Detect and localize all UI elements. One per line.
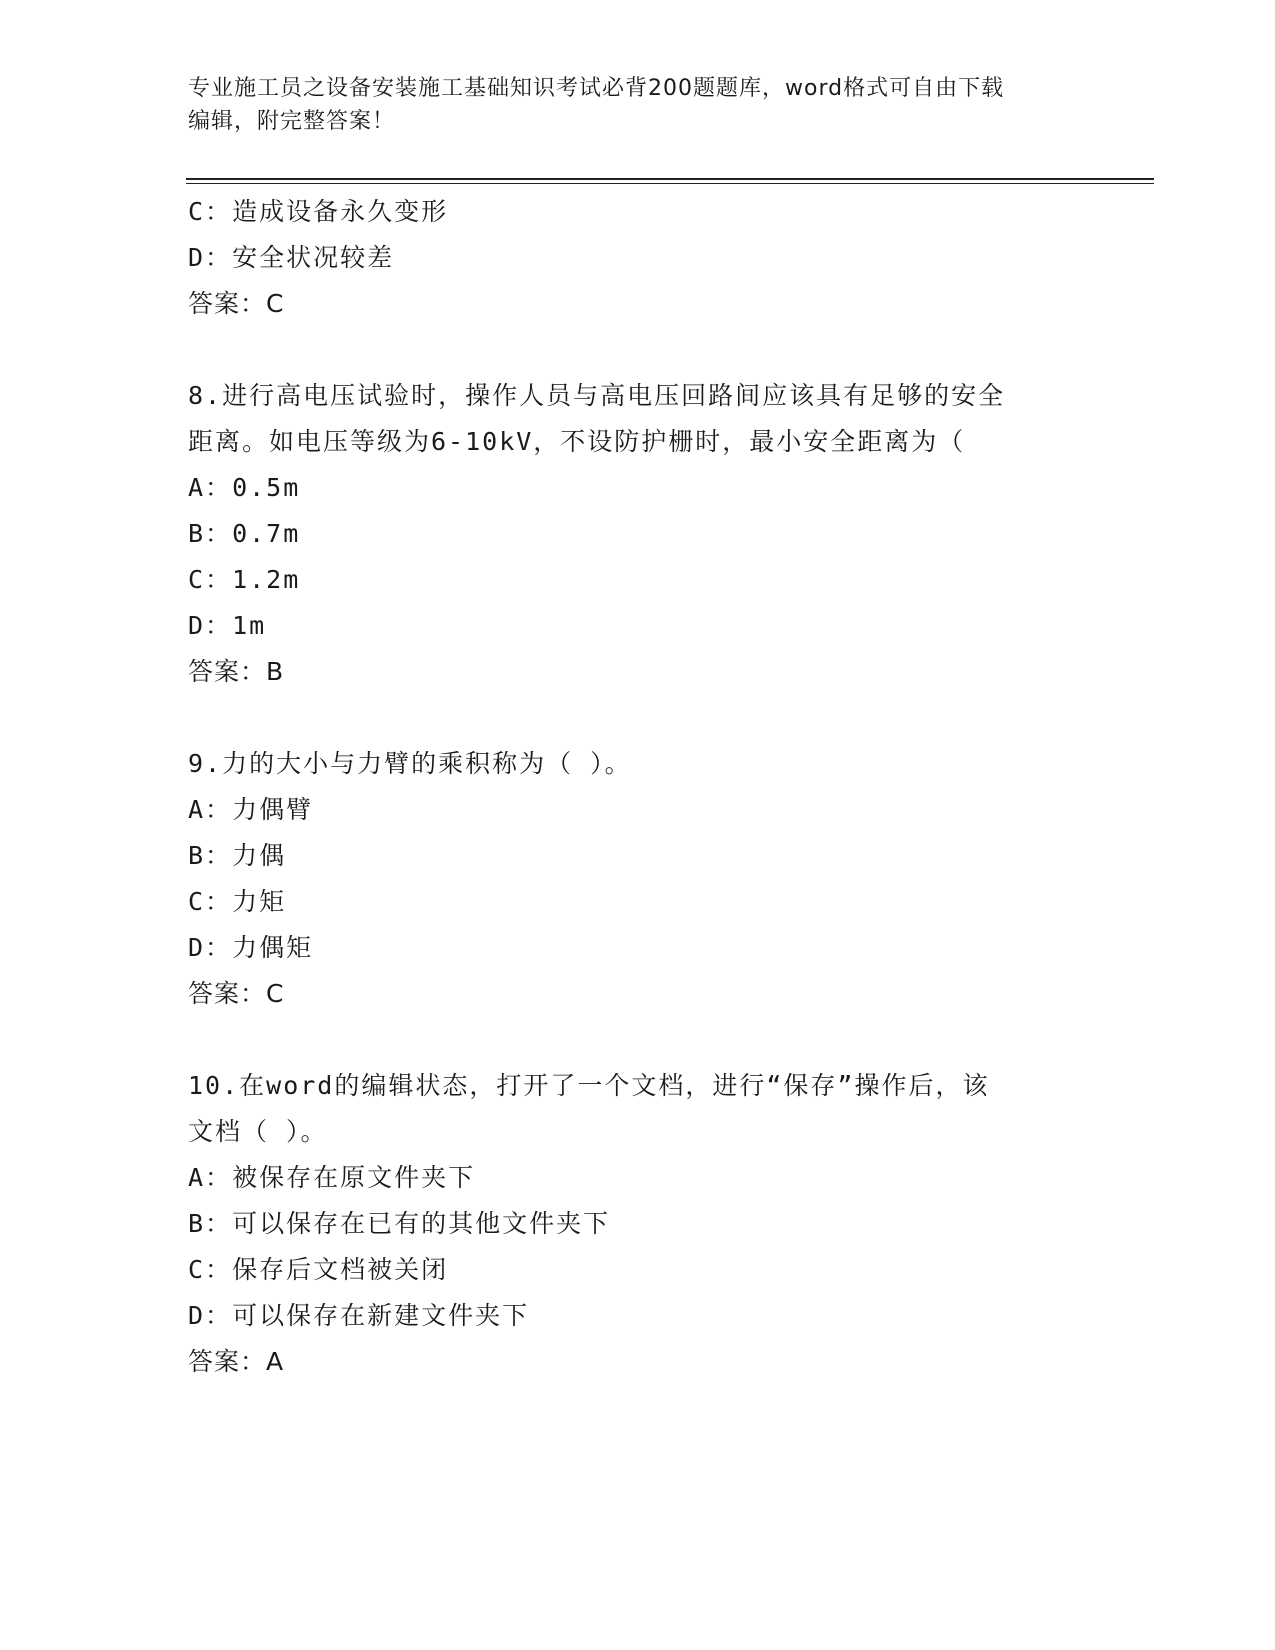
option-text: 力偶臂 [232, 795, 314, 824]
header-rule-thin [186, 183, 1154, 184]
question-8 [188, 373, 1088, 695]
option-a [188, 787, 1088, 833]
option-text: 保存后文档被关闭 [232, 1255, 449, 1284]
page-header [188, 72, 1068, 138]
question-number: 9. [188, 749, 223, 778]
option-label: A： [188, 795, 233, 824]
option-c [188, 189, 1088, 235]
prev-question-tail [188, 189, 1088, 327]
option-label: C： [188, 197, 233, 226]
option-text: 1m [232, 611, 267, 640]
option-a [188, 1155, 1088, 1201]
option-label: B： [188, 841, 233, 870]
option-label: A： [188, 1163, 233, 1192]
option-text: 安全状况较差 [232, 243, 395, 272]
option-label: A： [188, 473, 233, 502]
answer-line: 答案：C [188, 979, 285, 1008]
spacer [188, 695, 1088, 741]
spacer [188, 1017, 1088, 1063]
option-label: D： [188, 243, 233, 272]
option-text: 可以保存在新建文件夹下 [232, 1301, 530, 1330]
question-10 [188, 1063, 1088, 1385]
question-text-line [188, 373, 1088, 419]
option-label: D： [188, 1301, 233, 1330]
option-c [188, 557, 1088, 603]
question-text-line [188, 1063, 1088, 1109]
option-label: C： [188, 565, 233, 594]
question-text-line [188, 741, 1088, 787]
option-text: 力偶矩 [232, 933, 314, 962]
question-number: 10. [188, 1071, 240, 1100]
question-text-line: 距离。如电压等级为6-10kV，不设防护栅时，最小安全距离为（ [188, 427, 966, 456]
option-text: 被保存在原文件夹下 [232, 1163, 476, 1192]
option-d [188, 603, 1088, 649]
option-d [188, 1293, 1088, 1339]
option-label: D： [188, 933, 233, 962]
header-line-2: 编辑，附完整答案！ [188, 109, 396, 134]
option-label: D： [188, 611, 233, 640]
option-b [188, 833, 1088, 879]
option-label: C： [188, 1255, 233, 1284]
answer-line: 答案：C [188, 289, 285, 318]
option-text: 可以保存在已有的其他文件夹下 [232, 1209, 611, 1238]
option-text: 1.2m [232, 565, 301, 594]
option-text: 造成设备永久变形 [232, 197, 449, 226]
option-c [188, 1247, 1088, 1293]
header-rule-thick [186, 178, 1154, 180]
spacer [188, 327, 1088, 373]
option-label: B： [188, 1209, 233, 1238]
question-text: 力的大小与力臂的乘积称为（ ）。 [222, 749, 632, 778]
option-text: 力矩 [232, 887, 287, 916]
question-text: 进行高电压试验时，操作人员与高电压回路间应该具有足够的安全 [222, 381, 1006, 410]
document-body [188, 189, 1088, 1385]
answer-line: 答案：B [188, 657, 285, 686]
option-c [188, 879, 1088, 925]
question-text-line: 文档（ ）。 [188, 1117, 328, 1146]
option-b [188, 511, 1088, 557]
option-b [188, 1201, 1088, 1247]
option-a [188, 465, 1088, 511]
option-d [188, 925, 1088, 971]
option-text: 力偶 [232, 841, 287, 870]
option-d [188, 235, 1088, 281]
option-text: 0.7m [232, 519, 301, 548]
header-line-1: 专业施工员之设备安装施工基础知识考试必背200题题库，word格式可自由下载 [188, 76, 1005, 101]
question-number: 8. [188, 381, 223, 410]
question-text: 在word的编辑状态，打开了一个文档，进行“保存”操作后，该 [239, 1071, 990, 1100]
option-label: B： [188, 519, 233, 548]
option-label: C： [188, 887, 233, 916]
option-text: 0.5m [232, 473, 301, 502]
question-9 [188, 741, 1088, 1017]
answer-line: 答案：A [188, 1347, 285, 1376]
